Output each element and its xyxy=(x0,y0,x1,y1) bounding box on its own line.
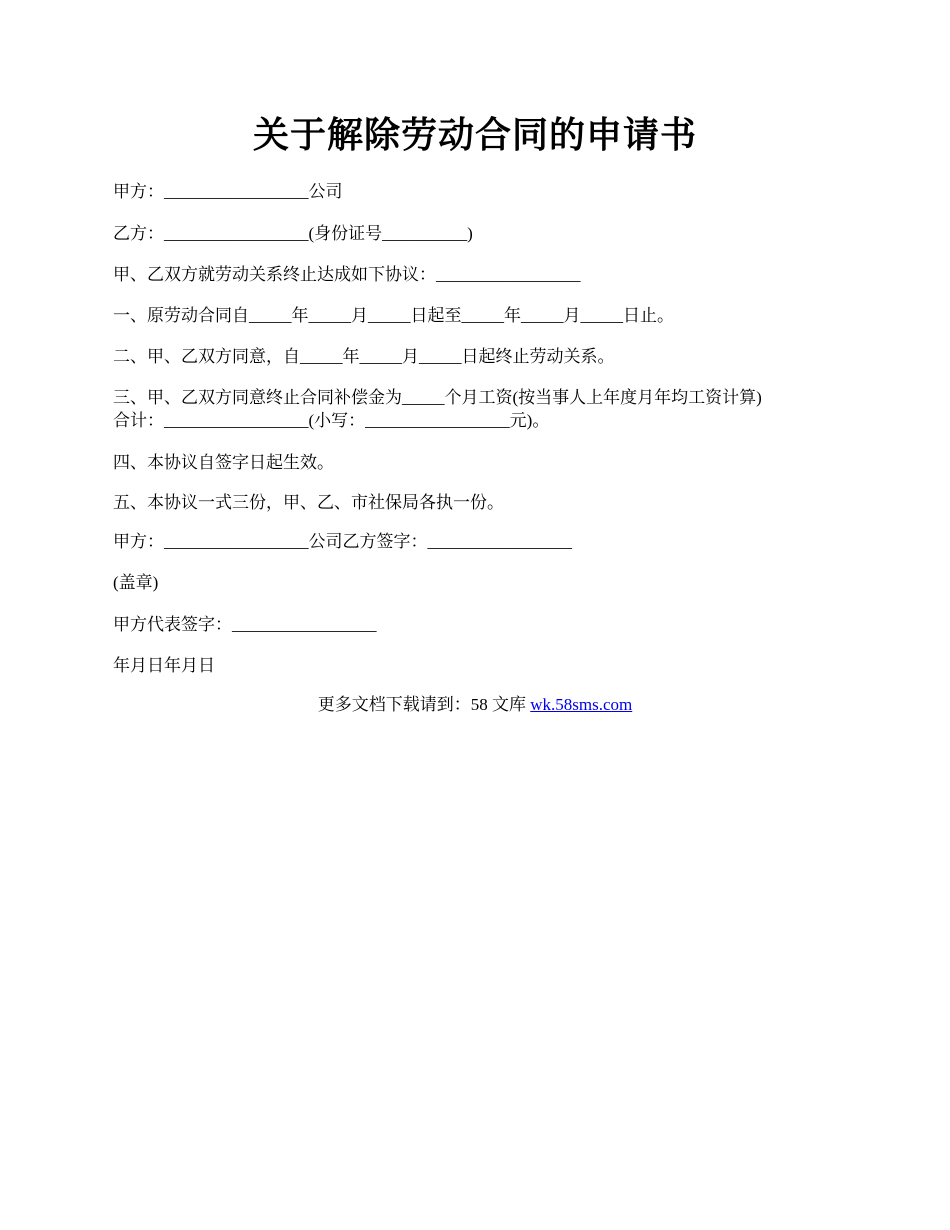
party-a-line: 甲方：_________________公司 xyxy=(113,182,343,201)
document-title: 关于解除劳动合同的申请书 xyxy=(252,115,697,156)
clause-3-line: 三、甲、乙双方同意终止合同补偿金为_____个月工资(按当事人上年度月年均工资计算) xyxy=(113,388,762,407)
clause-1-line: 一、原劳动合同自_____年_____月_____日起至_____年_____月_____日止。 xyxy=(113,306,674,325)
signature-line: 甲方：_________________公司乙方签字：_________________ xyxy=(113,532,572,551)
download-footer xyxy=(0,694,950,716)
date-line: 年月日年月日 xyxy=(113,656,215,675)
clause-2-line: 二、甲、乙双方同意，自_____年_____月_____日起终止劳动关系。 xyxy=(113,347,615,366)
agreement-intro-line: 甲、乙双方就劳动关系终止达成如下协议：_________________ xyxy=(113,265,581,284)
party-b-line: 乙方：_________________(身份证号__________) xyxy=(113,224,473,243)
clause-3-total-line: 合计：_________________(小写：_________________元)。 xyxy=(113,411,550,430)
representative-signature-line: 甲方代表签字：_________________ xyxy=(113,615,377,634)
footer-text: 更多文档下载请到：58 文库 xyxy=(317,695,531,714)
clause-4-line: 四、本协议自签字日起生效。 xyxy=(113,453,334,472)
seal-line: (盖章) xyxy=(113,573,159,592)
footer-link[interactable]: wk.58sms.com xyxy=(530,695,633,714)
clause-5-line: 五、本协议一式三份，甲、乙、市社保局各执一份。 xyxy=(113,493,504,512)
